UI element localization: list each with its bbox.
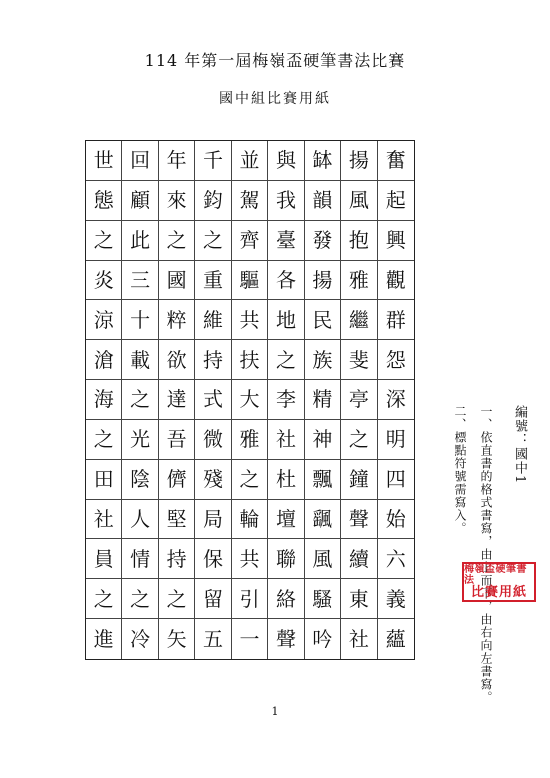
grid-cell: 千	[195, 141, 231, 181]
grid-cell: 之	[195, 221, 231, 261]
grid-cell: 吟	[305, 619, 341, 659]
grid-cell: 奮	[378, 141, 414, 181]
instruction-2: 二、標點符號需寫入。	[453, 405, 467, 535]
grid-cell: 聲	[268, 619, 304, 659]
grid-cell: 回	[122, 141, 158, 181]
grid-cell: 光	[122, 420, 158, 460]
grid-cell: 局	[195, 500, 231, 540]
grid-cell: 並	[232, 141, 268, 181]
grid-cell: 炎	[86, 261, 122, 301]
grid-cell: 維	[195, 300, 231, 340]
grid-cell: 明	[378, 420, 414, 460]
grid-cell: 驅	[232, 261, 268, 301]
grid-cell: 員	[86, 539, 122, 579]
grid-cell: 吾	[159, 420, 195, 460]
grid-cell: 神	[305, 420, 341, 460]
grid-cell: 揚	[341, 141, 377, 181]
grid-cell: 之	[122, 380, 158, 420]
grid-cell: 共	[232, 539, 268, 579]
instruction-1: 一、依直書的格式書寫，由上而下，由右向左書寫。	[479, 405, 493, 704]
grid-cell: 保	[195, 539, 231, 579]
stamp-line-1: 梅嶺盃硬筆書法	[464, 563, 527, 586]
grid-cell: 鈞	[195, 181, 231, 221]
grid-cell: 儕	[159, 460, 195, 500]
stamp-line-2: 比賽用紙	[470, 584, 527, 600]
grid-cell: 缽	[305, 141, 341, 181]
grid-cell: 之	[122, 579, 158, 619]
page-number: 1	[271, 705, 279, 718]
grid-cell: 來	[159, 181, 195, 221]
grid-cell: 扶	[232, 340, 268, 380]
grid-cell: 微	[195, 420, 231, 460]
grid-cell: 達	[159, 380, 195, 420]
grid-cell: 十	[122, 300, 158, 340]
grid-cell: 欲	[159, 340, 195, 380]
grid-cell: 引	[232, 579, 268, 619]
grid-cell: 深	[378, 380, 414, 420]
grid-cell: 與	[268, 141, 304, 181]
grid-cell: 輪	[232, 500, 268, 540]
grid-cell: 亭	[341, 380, 377, 420]
grid-cell: 繼	[341, 300, 377, 340]
grid-cell: 之	[268, 340, 304, 380]
grid-cell: 人	[122, 500, 158, 540]
grid-cell: 各	[268, 261, 304, 301]
grid-cell: 之	[86, 420, 122, 460]
grid-cell: 精	[305, 380, 341, 420]
grid-cell: 騷	[305, 579, 341, 619]
grid-cell: 駕	[232, 181, 268, 221]
grid-cell: 族	[305, 340, 341, 380]
grid-cell: 顧	[122, 181, 158, 221]
grid-cell: 陰	[122, 460, 158, 500]
grid-cell: 民	[305, 300, 341, 340]
grid-cell: 地	[268, 300, 304, 340]
grid-cell: 年	[159, 141, 195, 181]
grid-cell: 起	[378, 181, 414, 221]
grid-cell: 揚	[305, 261, 341, 301]
grid-cell: 續	[341, 539, 377, 579]
entry-code: 編號：國中1	[512, 405, 527, 485]
grid-cell: 抱	[341, 221, 377, 261]
grid-cell: 李	[268, 380, 304, 420]
grid-cell: 鐘	[341, 460, 377, 500]
grid-cell: 興	[378, 221, 414, 261]
grid-cell: 之	[159, 579, 195, 619]
grid-cell: 共	[232, 300, 268, 340]
grid-cell: 我	[268, 181, 304, 221]
grid-cell: 持	[159, 539, 195, 579]
grid-cell: 韻	[305, 181, 341, 221]
grid-cell: 六	[378, 539, 414, 579]
grid-cell: 風	[305, 539, 341, 579]
grid-cell: 冷	[122, 619, 158, 659]
grid-cell: 大	[232, 380, 268, 420]
grid-cell: 載	[122, 340, 158, 380]
grid-cell: 世	[86, 141, 122, 181]
grid-cell: 留	[195, 579, 231, 619]
page-subtitle: 國中組比賽用紙	[219, 91, 331, 107]
grid-cell: 蘊	[385, 627, 406, 652]
grid-cell: 社	[86, 500, 122, 540]
page-title: 114 年第一屆梅嶺盃硬筆書法比賽	[144, 51, 406, 70]
grid-cell: 海	[86, 380, 122, 420]
grid-cell: 飄	[305, 460, 341, 500]
grid-cell: 此	[122, 221, 158, 261]
grid-cell: 聯	[268, 539, 304, 579]
grid-cell: 堅	[159, 500, 195, 540]
grid-cell: 之	[86, 221, 122, 261]
grid-cell: 殘	[195, 460, 231, 500]
grid-cell: 絡	[268, 579, 304, 619]
grid-cell: 之	[86, 579, 122, 619]
writing-grid	[85, 140, 415, 660]
grid-cell: 國	[159, 261, 195, 301]
grid-cell: 群	[378, 300, 414, 340]
grid-cell: 斐	[341, 340, 377, 380]
grid-cell: 發	[305, 221, 341, 261]
grid-cell: 進	[86, 619, 122, 659]
grid-cell: 滄	[86, 340, 122, 380]
grid-cell: 之	[232, 460, 268, 500]
official-stamp	[462, 562, 536, 602]
grid-cell: 重	[195, 261, 231, 301]
grid-cell: 齊	[232, 221, 268, 261]
grid-cell: 之	[159, 221, 195, 261]
grid-cell: 義	[378, 579, 414, 619]
grid-cell: 三	[122, 261, 158, 301]
grid-cell: 社	[268, 420, 304, 460]
grid-cell: 始	[378, 500, 414, 540]
grid-cell: 矢	[159, 619, 195, 659]
grid-cell: 東	[341, 579, 377, 619]
grid-cell: 怨	[378, 340, 414, 380]
grid-cell: 風	[341, 181, 377, 221]
grid-cell: 社	[341, 619, 377, 659]
grid-cell: 一	[232, 619, 268, 659]
grid-cell: 粹	[159, 300, 195, 340]
grid-cell: 情	[122, 539, 158, 579]
grid-cell: 田	[86, 460, 122, 500]
grid-cell: 颻	[305, 500, 341, 540]
grid-cell: 杜	[268, 460, 304, 500]
grid-cell: 雅	[341, 261, 377, 301]
grid-cell: 雅	[232, 420, 268, 460]
grid-cell: 之	[341, 420, 377, 460]
grid-cell: 式	[195, 380, 231, 420]
grid-cell: 五	[195, 619, 231, 659]
grid-cell: 四	[378, 460, 414, 500]
grid-cell: 觀	[378, 261, 414, 301]
grid-cell: 聲	[341, 500, 377, 540]
grid-cell: 態	[86, 181, 122, 221]
grid-cell: 壇	[268, 500, 304, 540]
grid-cell: 涼	[86, 300, 122, 340]
grid-cell: 臺	[268, 221, 304, 261]
grid-cell: 持	[195, 340, 231, 380]
